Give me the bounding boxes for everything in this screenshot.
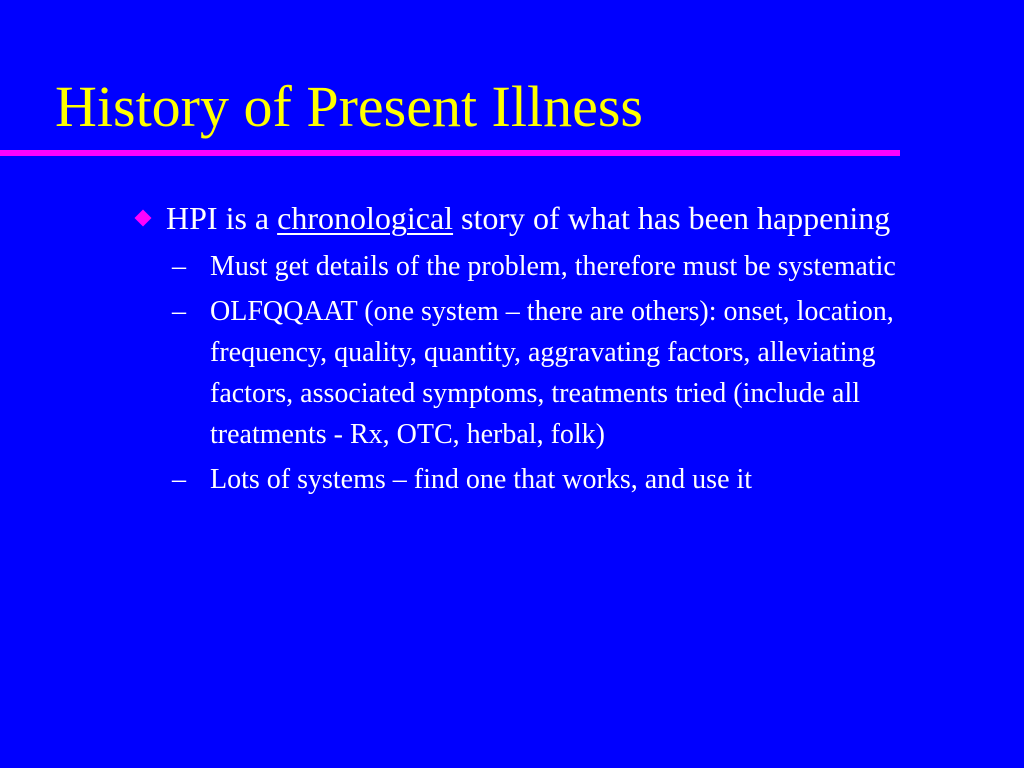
slide-title: History of Present Illness [55,74,643,139]
bullet-text-after: story of what has been happening [453,200,891,236]
sub-bullet-text: OLFQQAAT (one system – there are others): onset, location, frequency, quality, quantity, aggravating factors, alleviating factors, associated symptoms, treatments tried (include all treatments - Rx, OTC, herbal, folk) [210,296,894,450]
sub-bullet-text: Must get details of the problem, therefore must be systematic [210,251,896,282]
title-divider [0,150,900,156]
dash-bullet-icon: – [172,464,186,495]
sub-bullet-text: Lots of systems – find one that works, and use it [210,464,753,495]
bullet-item [134,197,954,500]
sub-bullet-item [166,291,900,455]
dash-bullet-icon: – [172,251,186,282]
diamond-bullet-icon [135,210,152,227]
dash-bullet-icon: – [172,296,186,327]
sub-bullet-item [166,246,900,287]
bullet-list [134,197,954,504]
sub-bullet-list [166,246,954,500]
bullet-text-underlined: chronological [277,200,454,236]
sub-bullet-item [166,459,900,500]
bullet-text-before: HPI is a [166,200,278,236]
